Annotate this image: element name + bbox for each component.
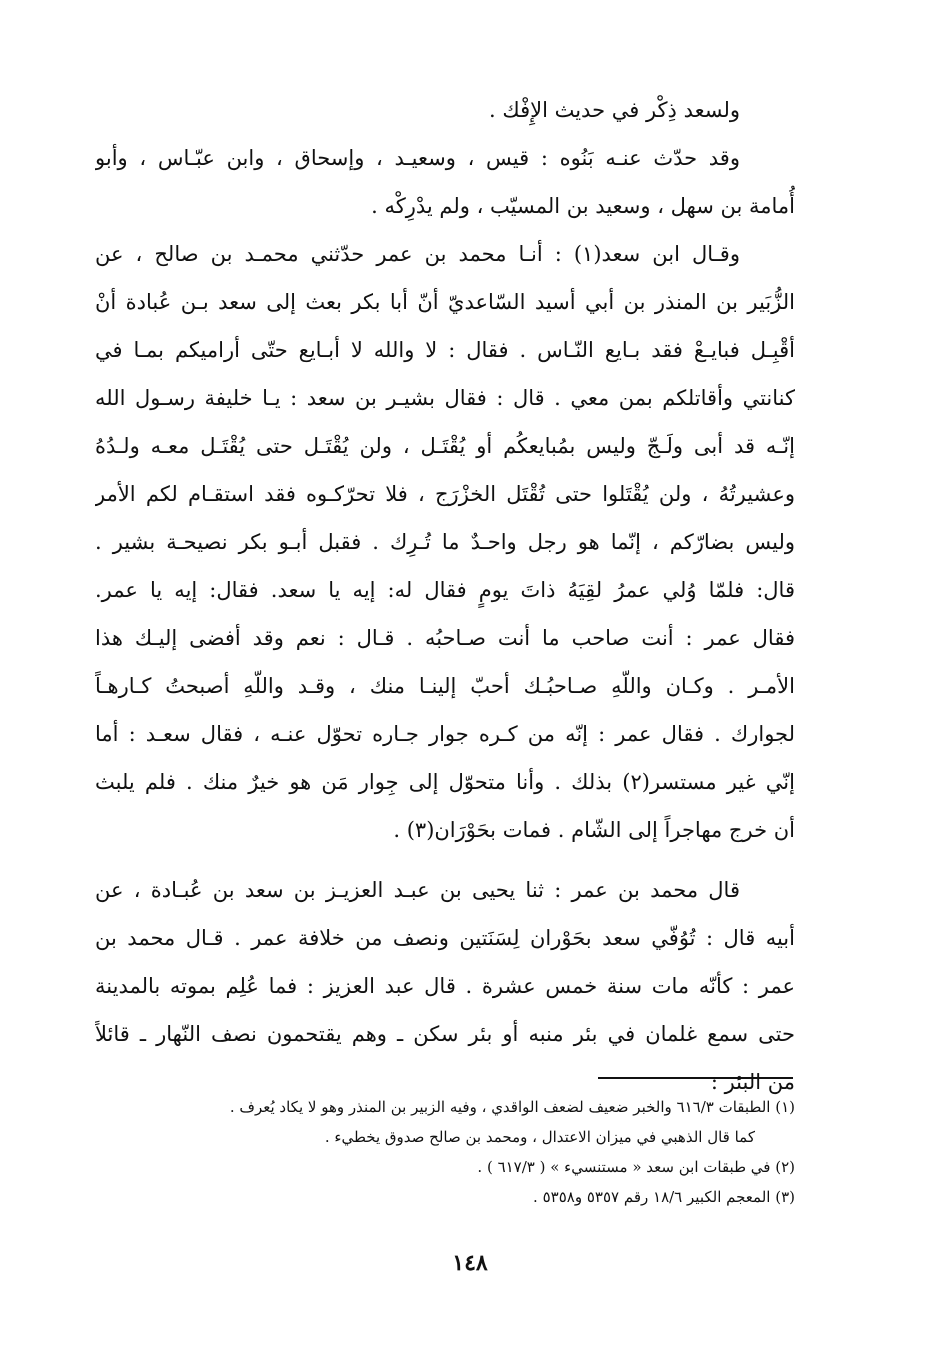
footnote: (٢) في طبقات ابن سعد « مستنسيء » ( ٦١٧/٣ ) . — [477, 1158, 795, 1176]
footnote-continuation: كما قال الذهبي في ميزان الاعتدال ، ومحمد بن صالح صدوق يخطيء . — [324, 1128, 755, 1146]
text-line: وقد حدّث عنـه بَنُوه : قيس ، وسعيـد ، وإسحاق ، وابن عبّـاس ، وأبو — [95, 146, 740, 170]
text-line: الزُّبَير بن المنذر بن أبي أسيد السّاعديّ أنّ أبا بكر بعث إلى سعد بـن عُبادة أنْ — [95, 290, 795, 314]
text-line: لجوارك . فقال عمر : إنّه من كـره جوار جـاره تحوّل عنـه ، فقال سعـد : أما — [95, 722, 795, 746]
text-line: أن خرج مهاجراً إلى الشّام . فمات بحَوْرَان(٣) . — [393, 818, 795, 842]
text-line: كنانتي وأقاتلكم بمن معي . قال : فقال بشيـر بن سعد : يـا خليفة رسـول الله — [95, 386, 795, 410]
text-line: قال: فلمّا وُلي عمرُ لقِيَهُ ذاتَ يومٍ فقال له: إيه يا سعد. فقال: إيه يا عمر. — [95, 578, 795, 602]
text-line: إنّي غير مستسر(٢) بذلك . وأنا متحوّل إلى جِوار مَن هو خيرٌ منك . فلم يلبث — [95, 770, 795, 794]
text-line: فقال عمر : أنت صاحب ما أنت صـاحبُه . قـال : نعم وقد أفضى إليـك هذا — [95, 626, 795, 650]
page-number: ١٤٨ — [452, 1250, 488, 1276]
text-line: وليس بضارّكم ، إنّما هو رجل واحـدٌ ما تُـرِك . فقبل أبـو بكر نصيحـة بشير . — [95, 530, 795, 554]
text-line: أقْبِـل فبايـعْ فقد بـايع النّـاس . فقال : لا والله لا أبـايع حتّى أراميكم بمـا في — [95, 338, 795, 362]
text-line: من البئر : — [710, 1070, 795, 1094]
footnotes — [95, 1092, 795, 1212]
text-line: وعشيرتُهُ ، ولن يُقْتَلوا حتى تُقْتَل الخزْرَج ، فلا تحرّكـوه فقد استقـام لكم الأمر — [95, 482, 795, 506]
paragraph-gap — [95, 854, 795, 866]
text-line: وقـال ابن سعد(١) : أنـا محمد بن عمر حدّثني محمـد بن صالح ، عن — [95, 242, 740, 266]
footnote: (٣) المعجم الكبير ١٨/٦ رقم ٥٣٥٧ و٥٣٥٨ . — [533, 1188, 795, 1206]
text-line: عمر : كأنّه مات سنة خمس عشرة . قال عبد العزيز : فما عُلِم بموته بالمدينة — [95, 974, 795, 998]
footnote: (١) الطبقات ٦١٦/٣ والخبر ضعيف لضعف الواقدي ، وفيه الزبير بن المنذر وهو لا يكاد يُعرف . — [229, 1098, 795, 1116]
text-line: إنّـه قد أبى ولَـجّ وليس بمُبايعكُم أو يُقْتَـل ، ولن يُقْتَـل حتى يُقْتَـل معـه ولـدُهُ — [95, 434, 795, 458]
main-text — [95, 86, 795, 1106]
text-line: أبيه قال : تُوُفّي سعد بحَوْران لِسَنَتين ونصف من خلافة عمر . قـال محمد بن — [95, 926, 795, 950]
text-line: ولسعد ذِكْر في حديث الإِفْك . — [489, 98, 740, 122]
footnote-separator — [598, 1077, 793, 1079]
text-line: قال محمد بن عمر : ثنا يحيى بن عبـد العزيـز بن سعد بن عُبـادة ، عن — [95, 878, 740, 902]
text-line: الأمـر . وكـان واللّهِ صـاحبُـك أحبّ إلينـا منك ، وقـد واللّهِ أصبحتُ كـارهـاً — [95, 674, 795, 698]
text-line: أُمامة بن سهل ، وسعيد بن المسيّب ، ولم يدْرِكْه . — [371, 194, 795, 218]
text-line: حتى سمع غلمان في بئر منبه أو بئر سكن ـ وهم يقتحمون نصف النّهار ـ قائلاً — [95, 1022, 795, 1046]
